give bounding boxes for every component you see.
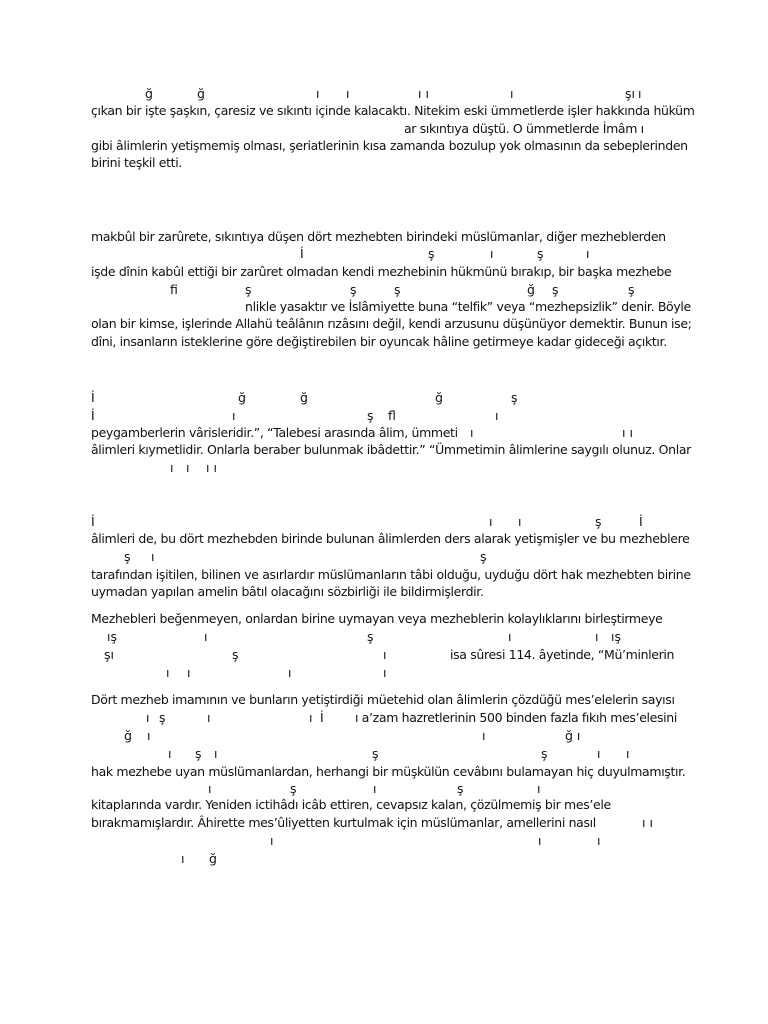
- glyph-fragment: ğ ı: [565, 728, 581, 743]
- glyph-fragment: ş: [480, 549, 487, 564]
- text-line: makbûl bir zarûrete, sıkıntıya düşen dört mezhebten birindeki müslümanlar, diğer mezheblerden: [91, 229, 666, 244]
- glyph-fragment: ı: [586, 246, 590, 261]
- glyph-fragment: ı: [489, 514, 493, 529]
- glyph-fragment: ı: [270, 833, 274, 848]
- text-line: gibi âlimlerin yetişmemiş olması, şeriatlerinin kısa zamanda bozulup yok olmasının da sebeplerinden: [91, 138, 688, 153]
- glyph-fragment: fl: [388, 408, 396, 423]
- glyph-fragment: ı: [638, 86, 642, 101]
- glyph-fragment: ı: [232, 408, 236, 423]
- glyph-fragment: ş: [367, 629, 374, 644]
- glyph-fragment: İ: [320, 710, 324, 725]
- glyph-fragment: ı: [208, 781, 212, 796]
- glyph-fragment: ş: [394, 282, 401, 297]
- glyph-fragment: ş: [159, 710, 166, 725]
- glyph-fragment: ş: [595, 514, 602, 529]
- glyph-fragment: İ: [91, 514, 95, 529]
- glyph-fragment: ı: [181, 851, 185, 866]
- glyph-fragment: ı: [316, 86, 320, 101]
- glyph-fragment: ğ: [197, 86, 205, 101]
- partial-text-line: isa sûresi 114. âyetinde, “Mü’minlerin: [450, 647, 675, 662]
- text-line: birini teşkil etti.: [91, 155, 182, 170]
- glyph-fragment: ı: [490, 246, 494, 261]
- glyph-fragment: ğ: [238, 390, 246, 405]
- glyph-fragment: şı: [104, 647, 114, 662]
- text-line: âlimleri kıymetlidir. Onlarla beraber bulunmak ibâdettir.” “Ümmetimin âlimlerine saygılı olunuz. Onlar: [91, 442, 691, 457]
- partial-text-line: nlikle yasaktır ve İslâmiyette buna “telfik” veya “mezhepsizlik” denir. Böyle: [245, 299, 691, 314]
- glyph-fragment: ı: [186, 460, 190, 475]
- glyph-fragment: fi: [170, 282, 178, 297]
- glyph-fragment: ş: [552, 282, 559, 297]
- glyph-fragment: ı: [482, 728, 486, 743]
- text-line: Dört mezheb imamının ve bunların yetiştirdiği müetehid olan âlimlerin çözdüğü mes’elelerin sayısı: [91, 692, 675, 707]
- glyph-fragment: ı: [510, 86, 514, 101]
- glyph-fragment: ğ: [145, 86, 153, 101]
- glyph-fragment: ı: [147, 728, 151, 743]
- glyph-fragment: ı: [470, 425, 474, 440]
- glyph-fragment: ı: [383, 665, 387, 680]
- glyph-fragment: ış: [107, 629, 117, 644]
- text-line: peygamberlerin vârisleridir.”, “Talebesi arasında âlim, ümmeti: [91, 425, 458, 440]
- text-line: uymadan yapılan amelin bâtıl olacağını sözbirliği ile bildirmişlerdir.: [91, 584, 484, 599]
- glyph-fragment: ş: [195, 746, 202, 761]
- glyph-fragment: ğ: [209, 851, 217, 866]
- glyph-fragment: ı: [288, 665, 292, 680]
- text-line: bırakmamışlardır. Âhirette mes’ûliyetten kurtulmak için müslümanlar, amellerini nasıl: [91, 815, 596, 830]
- glyph-fragment: ı: [166, 665, 170, 680]
- glyph-fragment: ğ: [435, 390, 443, 405]
- glyph-fragment: ı: [346, 86, 350, 101]
- glyph-fragment: ş: [537, 246, 544, 261]
- glyph-fragment: ş: [428, 246, 435, 261]
- glyph-fragment: ı: [537, 781, 541, 796]
- glyph-fragment: ış: [611, 629, 621, 644]
- glyph-fragment: ı: [207, 710, 211, 725]
- glyph-fragment: ı: [204, 629, 208, 644]
- glyph-fragment: ı: [538, 833, 542, 848]
- glyph-fragment: ı: [168, 746, 172, 761]
- glyph-fragment: ş: [290, 781, 297, 796]
- text-line: tarafından işitilen, bilinen ve asırlardır müslümanların tâbi olduğu, uyduğu dört hak mezhebten birine: [91, 567, 691, 582]
- text-line: hak mezhebe uyan müslümanlardan, herhangi bir müşkülün cevâbını bulamayan hiç duyulmamıştır.: [91, 764, 686, 779]
- glyph-fragment: ı ı: [622, 425, 633, 440]
- partial-text-line: ar sıkıntıya düştü. O ümmetlerde İmâm ı: [404, 121, 644, 136]
- glyph-fragment: ş: [372, 746, 379, 761]
- partial-text-line: ı a’zam hazretlerinin 500 binden fazla fıkıh mes’elesini: [355, 710, 677, 725]
- glyph-fragment: İ: [91, 390, 95, 405]
- glyph-fragment: ş: [511, 390, 518, 405]
- text-line: âlimleri de, bu dört mezhebden birinde bulunan âlimlerden ders alarak yetişmişler ve bu mezheblere: [91, 531, 690, 546]
- glyph-fragment: ı: [214, 746, 218, 761]
- text-line: kitaplarında vardır. Yeniden ictihâdı icâb ettiren, cevapsız kalan, çözülmemiş bir mes’ele: [91, 797, 611, 812]
- glyph-fragment: ı: [383, 647, 387, 662]
- glyph-fragment: ı ı: [206, 460, 217, 475]
- glyph-fragment: ı ı: [418, 86, 429, 101]
- text-line: işde dînin kabûl ettiği bir zarûret olmadan kendi mezhebinin hükmünü bırakıp, bir başka mezhebe: [91, 264, 672, 279]
- glyph-fragment: ı: [146, 710, 150, 725]
- glyph-fragment: ş: [232, 647, 239, 662]
- glyph-fragment: ş: [124, 549, 131, 564]
- glyph-fragment: ı: [518, 514, 522, 529]
- glyph-fragment: ğ: [300, 390, 308, 405]
- glyph-fragment: ı ı: [642, 815, 653, 830]
- glyph-fragment: ı: [595, 629, 599, 644]
- glyph-fragment: ş: [628, 282, 635, 297]
- glyph-fragment: İ: [639, 514, 643, 529]
- glyph-fragment: ı: [170, 460, 174, 475]
- glyph-fragment: ı: [309, 710, 313, 725]
- glyph-fragment: ş: [367, 408, 374, 423]
- text-line: olan bir kimse, işlerinde Allahü teâlânın rızâsını değil, kendi arzusunu düşünüyor demektir. Bunun ise;: [91, 316, 692, 331]
- glyph-fragment: ı: [373, 781, 377, 796]
- glyph-fragment: ş: [245, 282, 252, 297]
- text-line: çıkan bir işte şaşkın, çaresiz ve sıkıntı içinde kalacaktı. Nitekim eski ümmetlerde işler hakkında hüküm: [91, 103, 695, 118]
- glyph-fragment: şı: [625, 86, 635, 101]
- text-line: Mezhebleri beğenmeyen, onlardan birine uymayan veya mezheblerin kolaylıklarını birleştirmeye: [91, 611, 663, 626]
- glyph-fragment: ı: [597, 833, 601, 848]
- glyph-fragment: ı: [597, 746, 601, 761]
- glyph-fragment: ş: [350, 282, 357, 297]
- glyph-fragment: ı: [495, 408, 499, 423]
- glyph-fragment: İ: [91, 408, 95, 423]
- text-line: dîni, insanların isteklerine göre değiştirebilen bir oyuncak hâline getirmeye kadar gideceği açıktır.: [91, 334, 667, 349]
- glyph-fragment: ı: [626, 746, 630, 761]
- glyph-fragment: ı: [151, 549, 155, 564]
- glyph-fragment: ğ: [527, 282, 535, 297]
- glyph-fragment: ı: [508, 629, 512, 644]
- glyph-fragment: ğ: [124, 728, 132, 743]
- glyph-fragment: ı: [187, 665, 191, 680]
- glyph-fragment: ş: [541, 746, 548, 761]
- glyph-fragment: İ: [300, 246, 304, 261]
- glyph-fragment: ş: [457, 781, 464, 796]
